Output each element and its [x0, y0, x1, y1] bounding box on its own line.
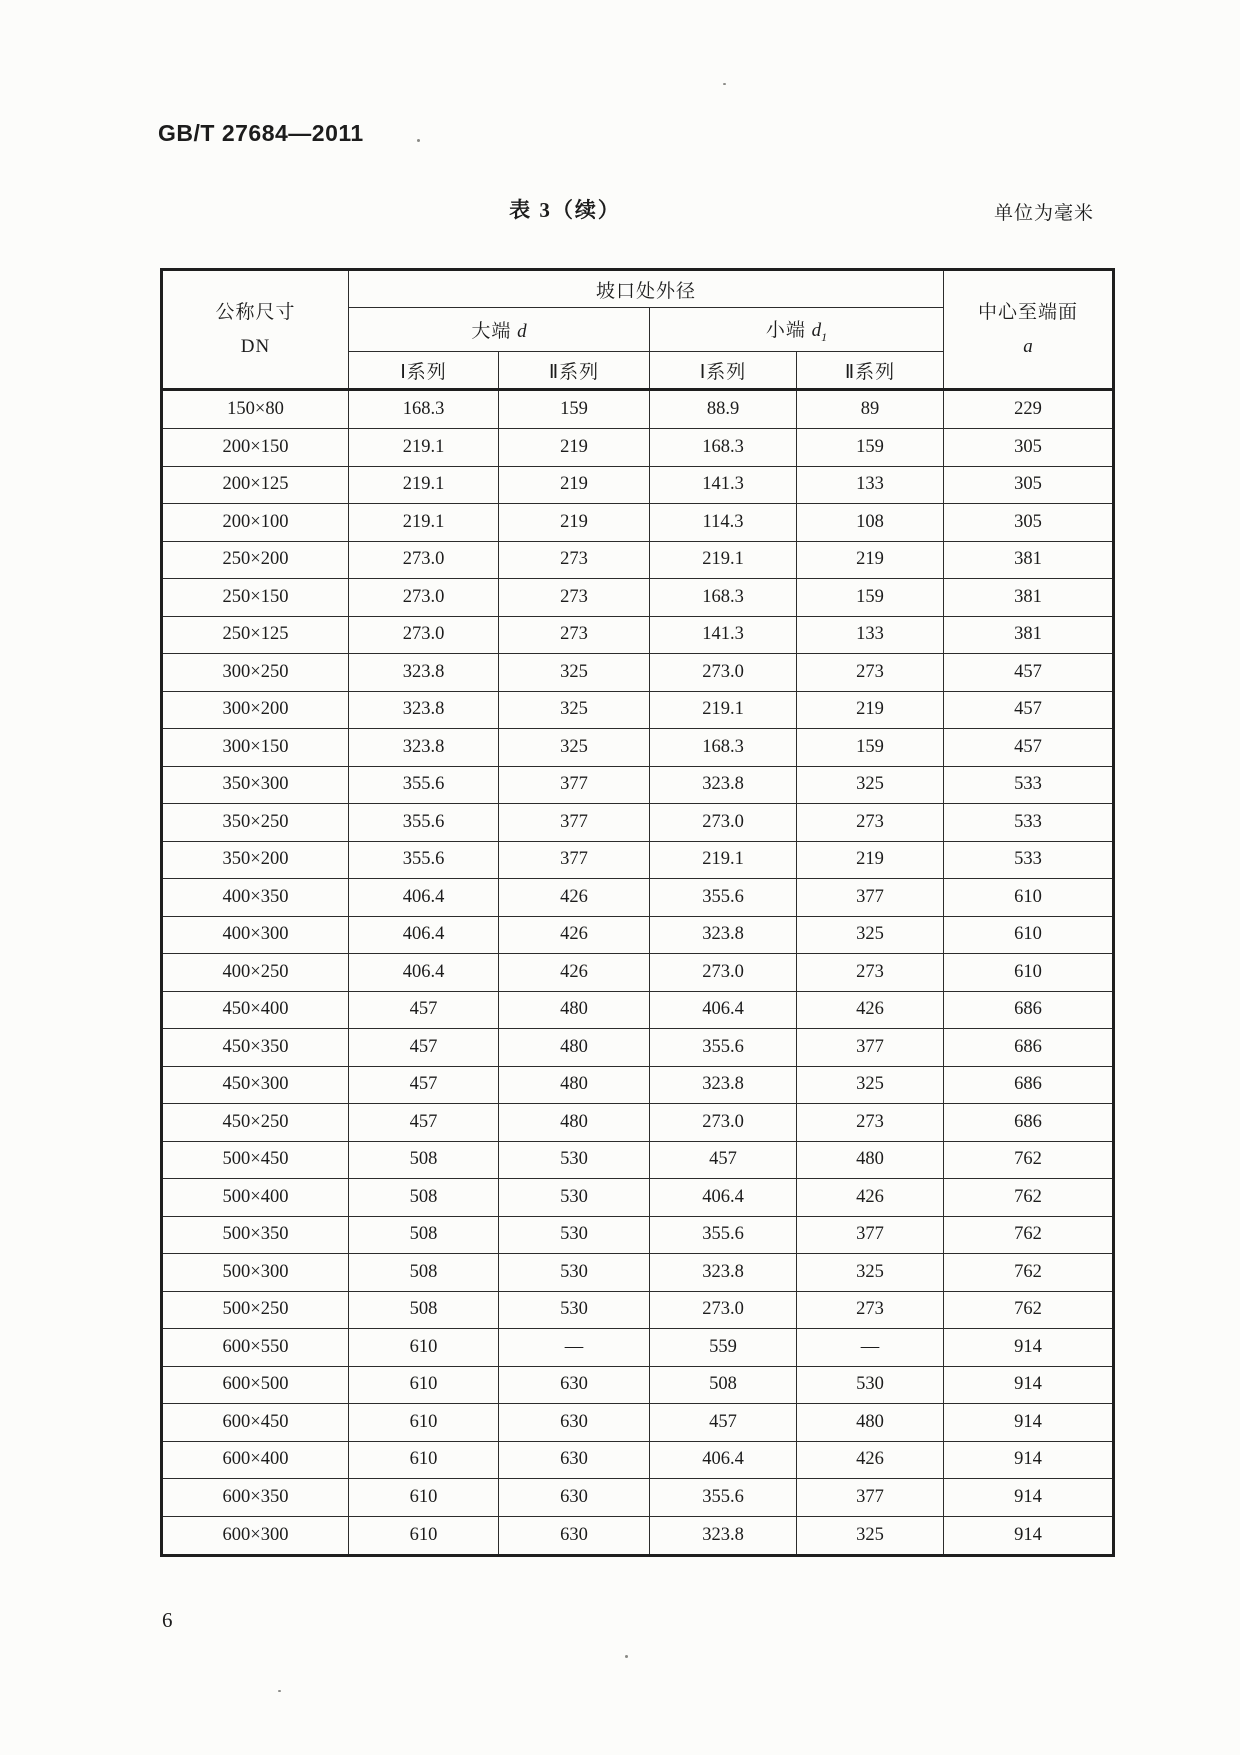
nominal-size-cell: 400×300 — [162, 916, 349, 954]
value-cell: 355.6 — [650, 1029, 797, 1067]
value-cell: 273.0 — [650, 1291, 797, 1329]
value-cell: 457 — [650, 1404, 797, 1442]
nominal-size-cell: 150×80 — [162, 390, 349, 429]
value-cell: 273 — [797, 1104, 944, 1142]
value-cell: 762 — [944, 1179, 1114, 1217]
table-title: 表 3（续） — [509, 198, 621, 222]
value-cell: 914 — [944, 1404, 1114, 1442]
large-end-symbol: d — [517, 321, 527, 342]
value-cell: 133 — [797, 466, 944, 504]
column-header-small-end-series-1: Ⅰ系列 — [650, 352, 797, 390]
table-row — [162, 841, 1114, 879]
value-cell: 762 — [944, 1216, 1114, 1254]
nominal-size-cell: 200×150 — [162, 429, 349, 467]
value-cell: 377 — [499, 841, 650, 879]
value-cell: 426 — [499, 954, 650, 992]
value-cell: — — [797, 1329, 944, 1367]
value-cell: 323.8 — [349, 691, 499, 729]
value-cell: 377 — [797, 879, 944, 917]
table-row — [162, 541, 1114, 579]
value-cell: 141.3 — [650, 466, 797, 504]
value-cell: 480 — [797, 1404, 944, 1442]
table-row — [162, 804, 1114, 842]
value-cell: 273.0 — [349, 616, 499, 654]
large-end-label: 大端 — [471, 321, 518, 342]
value-cell: 273 — [797, 1291, 944, 1329]
table-row — [162, 1516, 1114, 1555]
nominal-size-cell: 350×250 — [162, 804, 349, 842]
value-cell: 508 — [349, 1254, 499, 1292]
table-row — [162, 1404, 1114, 1442]
scan-speckle — [417, 139, 420, 142]
value-cell: 530 — [499, 1216, 650, 1254]
value-cell: 355.6 — [650, 879, 797, 917]
page-number: 6 — [162, 1608, 173, 1632]
table-header — [162, 270, 1114, 390]
value-cell: 406.4 — [650, 991, 797, 1029]
value-cell: 325 — [797, 1516, 944, 1555]
nominal-size-cell: 250×200 — [162, 541, 349, 579]
value-cell: 219.1 — [349, 466, 499, 504]
nominal-size-cell: 250×125 — [162, 616, 349, 654]
value-cell: 686 — [944, 1029, 1114, 1067]
table-row — [162, 1479, 1114, 1517]
table-row — [162, 1291, 1114, 1329]
table-row — [162, 1329, 1114, 1367]
value-cell: 530 — [499, 1179, 650, 1217]
value-cell: 323.8 — [349, 654, 499, 692]
value-cell: 133 — [797, 616, 944, 654]
value-cell: 219.1 — [349, 504, 499, 542]
value-cell: 630 — [499, 1404, 650, 1442]
nominal-size-cell: 450×400 — [162, 991, 349, 1029]
table-row — [162, 1104, 1114, 1142]
nominal-size-symbol: DN — [240, 335, 271, 357]
value-cell: 305 — [944, 429, 1114, 467]
value-cell: 457 — [944, 654, 1114, 692]
value-cell: 273 — [499, 616, 650, 654]
value-cell: 630 — [499, 1516, 650, 1555]
value-cell: 325 — [797, 916, 944, 954]
value-cell: 323.8 — [650, 1066, 797, 1104]
value-cell: 273.0 — [349, 541, 499, 579]
value-cell: 686 — [944, 1104, 1114, 1142]
value-cell: 406.4 — [650, 1179, 797, 1217]
value-cell: 381 — [944, 616, 1114, 654]
value-cell: 377 — [499, 804, 650, 842]
value-cell: 610 — [944, 916, 1114, 954]
value-cell: 406.4 — [349, 916, 499, 954]
nominal-size-cell: 600×550 — [162, 1329, 349, 1367]
value-cell: 168.3 — [349, 390, 499, 429]
nominal-size-cell: 450×300 — [162, 1066, 349, 1104]
nominal-size-cell: 400×350 — [162, 879, 349, 917]
header-row-group — [162, 270, 1114, 308]
scan-speckle — [723, 83, 726, 85]
value-cell: 914 — [944, 1516, 1114, 1555]
value-cell: 530 — [499, 1141, 650, 1179]
value-cell: 305 — [944, 466, 1114, 504]
value-cell: 219.1 — [650, 841, 797, 879]
value-cell: 159 — [499, 390, 650, 429]
column-group-large-end — [349, 308, 650, 352]
value-cell: 610 — [349, 1404, 499, 1442]
table-row — [162, 616, 1114, 654]
value-cell: 168.3 — [650, 729, 797, 767]
value-cell: 88.9 — [650, 390, 797, 429]
value-cell: 377 — [797, 1479, 944, 1517]
value-cell: 323.8 — [650, 766, 797, 804]
value-cell: 325 — [499, 729, 650, 767]
center-to-face-symbol: a — [1023, 335, 1033, 357]
value-cell: 914 — [944, 1479, 1114, 1517]
value-cell: 533 — [944, 766, 1114, 804]
value-cell: 686 — [944, 991, 1114, 1029]
value-cell: 355.6 — [349, 841, 499, 879]
value-cell: 610 — [349, 1479, 499, 1517]
value-cell: 219 — [499, 504, 650, 542]
nominal-size-cell: 200×125 — [162, 466, 349, 504]
value-cell: 426 — [797, 1441, 944, 1479]
nominal-size-cell: 600×450 — [162, 1404, 349, 1442]
column-group-outer-diameter: 坡口处外径 — [349, 270, 944, 308]
value-cell: 533 — [944, 841, 1114, 879]
value-cell: 219 — [499, 466, 650, 504]
column-header-large-end-series-1: Ⅰ系列 — [349, 352, 499, 390]
value-cell: 426 — [797, 991, 944, 1029]
value-cell: 325 — [499, 654, 650, 692]
nominal-size-cell: 500×300 — [162, 1254, 349, 1292]
value-cell: 480 — [499, 991, 650, 1029]
value-cell: 480 — [499, 1066, 650, 1104]
table-row — [162, 1216, 1114, 1254]
nominal-size-cell: 500×450 — [162, 1141, 349, 1179]
value-cell: 480 — [499, 1104, 650, 1142]
table-row — [162, 466, 1114, 504]
nominal-size-cell: 600×400 — [162, 1441, 349, 1479]
value-cell: 168.3 — [650, 429, 797, 467]
column-header-large-end-series-2: Ⅱ系列 — [499, 352, 650, 390]
column-header-nominal-size — [162, 270, 349, 390]
table-row — [162, 1366, 1114, 1404]
center-to-face-label: 中心至端面 — [978, 301, 1079, 323]
value-cell: 323.8 — [650, 1516, 797, 1555]
table-row — [162, 729, 1114, 767]
table-row — [162, 1254, 1114, 1292]
value-cell: 610 — [349, 1441, 499, 1479]
table-row — [162, 954, 1114, 992]
value-cell: 159 — [797, 579, 944, 617]
small-end-symbol: $d_1$ — [811, 319, 828, 344]
nominal-size-cell: 300×250 — [162, 654, 349, 692]
nominal-size-cell: 250×150 — [162, 579, 349, 617]
standard-code: GB/T 27684—2011 — [158, 120, 364, 146]
value-cell: 323.8 — [349, 729, 499, 767]
table-row — [162, 1066, 1114, 1104]
table-row — [162, 691, 1114, 729]
table-row — [162, 1141, 1114, 1179]
value-cell: 219 — [797, 691, 944, 729]
nominal-size-cell: 400×250 — [162, 954, 349, 992]
value-cell: 914 — [944, 1441, 1114, 1479]
value-cell: 610 — [944, 879, 1114, 917]
value-cell: 219 — [797, 841, 944, 879]
value-cell: 508 — [349, 1216, 499, 1254]
value-cell: 89 — [797, 390, 944, 429]
value-cell: 377 — [797, 1216, 944, 1254]
table-row — [162, 766, 1114, 804]
nominal-size-cell: 350×200 — [162, 841, 349, 879]
value-cell: 457 — [349, 1066, 499, 1104]
table-row — [162, 390, 1114, 429]
value-cell: 273 — [797, 954, 944, 992]
column-header-small-end-series-2: Ⅱ系列 — [797, 352, 944, 390]
value-cell: 762 — [944, 1141, 1114, 1179]
value-cell: 426 — [499, 916, 650, 954]
value-cell: 406.4 — [650, 1441, 797, 1479]
value-cell: 273 — [797, 804, 944, 842]
value-cell: 457 — [349, 1029, 499, 1067]
value-cell: 457 — [650, 1141, 797, 1179]
value-cell: 530 — [499, 1291, 650, 1329]
table-row — [162, 1029, 1114, 1067]
value-cell: 108 — [797, 504, 944, 542]
value-cell: 114.3 — [650, 504, 797, 542]
value-cell: 323.8 — [650, 916, 797, 954]
value-cell: 630 — [499, 1479, 650, 1517]
value-cell: 355.6 — [349, 766, 499, 804]
value-cell: 325 — [797, 1066, 944, 1104]
value-cell: 630 — [499, 1441, 650, 1479]
value-cell: 381 — [944, 541, 1114, 579]
value-cell: 530 — [797, 1366, 944, 1404]
nominal-size-cell: 500×250 — [162, 1291, 349, 1329]
value-cell: 426 — [797, 1179, 944, 1217]
value-cell: 508 — [349, 1179, 499, 1217]
scan-speckle — [278, 1690, 281, 1692]
value-cell: 273 — [797, 654, 944, 692]
value-cell: — — [499, 1329, 650, 1367]
value-cell: 168.3 — [650, 579, 797, 617]
value-cell: 273 — [499, 579, 650, 617]
value-cell: 377 — [797, 1029, 944, 1067]
table-row — [162, 879, 1114, 917]
value-cell: 325 — [499, 691, 650, 729]
value-cell: 273.0 — [650, 804, 797, 842]
value-cell: 406.4 — [349, 954, 499, 992]
value-cell: 457 — [349, 991, 499, 1029]
value-cell: 323.8 — [650, 1254, 797, 1292]
nominal-size-cell: 600×350 — [162, 1479, 349, 1517]
small-end-label: 小端 — [765, 319, 812, 341]
value-cell: 610 — [944, 954, 1114, 992]
value-cell: 273.0 — [349, 579, 499, 617]
value-cell: 273.0 — [650, 654, 797, 692]
nominal-size-cell: 500×400 — [162, 1179, 349, 1217]
table-row — [162, 991, 1114, 1029]
value-cell: 426 — [499, 879, 650, 917]
nominal-size-cell: 300×200 — [162, 691, 349, 729]
value-cell: 406.4 — [349, 879, 499, 917]
nominal-size-cell: 350×300 — [162, 766, 349, 804]
value-cell: 457 — [944, 691, 1114, 729]
value-cell: 508 — [349, 1141, 499, 1179]
nominal-size-cell: 200×100 — [162, 504, 349, 542]
column-group-small-end — [650, 308, 944, 352]
value-cell: 219.1 — [349, 429, 499, 467]
value-cell: 159 — [797, 429, 944, 467]
value-cell: 914 — [944, 1329, 1114, 1367]
value-cell: 610 — [349, 1366, 499, 1404]
value-cell: 159 — [797, 729, 944, 767]
value-cell: 219 — [797, 541, 944, 579]
table-row — [162, 916, 1114, 954]
table-row — [162, 654, 1114, 692]
value-cell: 559 — [650, 1329, 797, 1367]
nominal-size-cell: 500×350 — [162, 1216, 349, 1254]
value-cell: 762 — [944, 1254, 1114, 1292]
unit-note: 单位为毫米 — [994, 203, 1095, 224]
value-cell: 480 — [797, 1141, 944, 1179]
scan-speckle — [625, 1655, 628, 1658]
table-row — [162, 579, 1114, 617]
value-cell: 219 — [499, 429, 650, 467]
value-cell: 229 — [944, 390, 1114, 429]
nominal-size-cell: 300×150 — [162, 729, 349, 767]
nominal-size-label: 公称尺寸 — [215, 301, 296, 323]
value-cell: 508 — [349, 1291, 499, 1329]
value-cell: 914 — [944, 1366, 1114, 1404]
value-cell: 610 — [349, 1329, 499, 1367]
table-row — [162, 1179, 1114, 1217]
value-cell: 355.6 — [650, 1479, 797, 1517]
value-cell: 457 — [349, 1104, 499, 1142]
value-cell: 273 — [499, 541, 650, 579]
value-cell: 355.6 — [650, 1216, 797, 1254]
nominal-size-cell: 600×500 — [162, 1366, 349, 1404]
value-cell: 530 — [499, 1254, 650, 1292]
value-cell: 480 — [499, 1029, 650, 1067]
value-cell: 610 — [349, 1516, 499, 1555]
column-header-center-to-face — [944, 270, 1114, 390]
table-body — [162, 390, 1114, 1556]
nominal-size-cell: 450×350 — [162, 1029, 349, 1067]
nominal-size-cell: 450×250 — [162, 1104, 349, 1142]
dimension-table — [160, 268, 1115, 1557]
value-cell: 533 — [944, 804, 1114, 842]
table-row — [162, 429, 1114, 467]
value-cell: 141.3 — [650, 616, 797, 654]
value-cell: 508 — [650, 1366, 797, 1404]
value-cell: 325 — [797, 766, 944, 804]
value-cell: 762 — [944, 1291, 1114, 1329]
value-cell: 377 — [499, 766, 650, 804]
value-cell: 630 — [499, 1366, 650, 1404]
value-cell: 457 — [944, 729, 1114, 767]
value-cell: 325 — [797, 1254, 944, 1292]
table-row — [162, 1441, 1114, 1479]
value-cell: 219.1 — [650, 541, 797, 579]
value-cell: 273.0 — [650, 954, 797, 992]
value-cell: 686 — [944, 1066, 1114, 1104]
value-cell: 305 — [944, 504, 1114, 542]
value-cell: 381 — [944, 579, 1114, 617]
value-cell: 273.0 — [650, 1104, 797, 1142]
value-cell: 219.1 — [650, 691, 797, 729]
nominal-size-cell: 600×300 — [162, 1516, 349, 1555]
value-cell: 355.6 — [349, 804, 499, 842]
table-row — [162, 504, 1114, 542]
